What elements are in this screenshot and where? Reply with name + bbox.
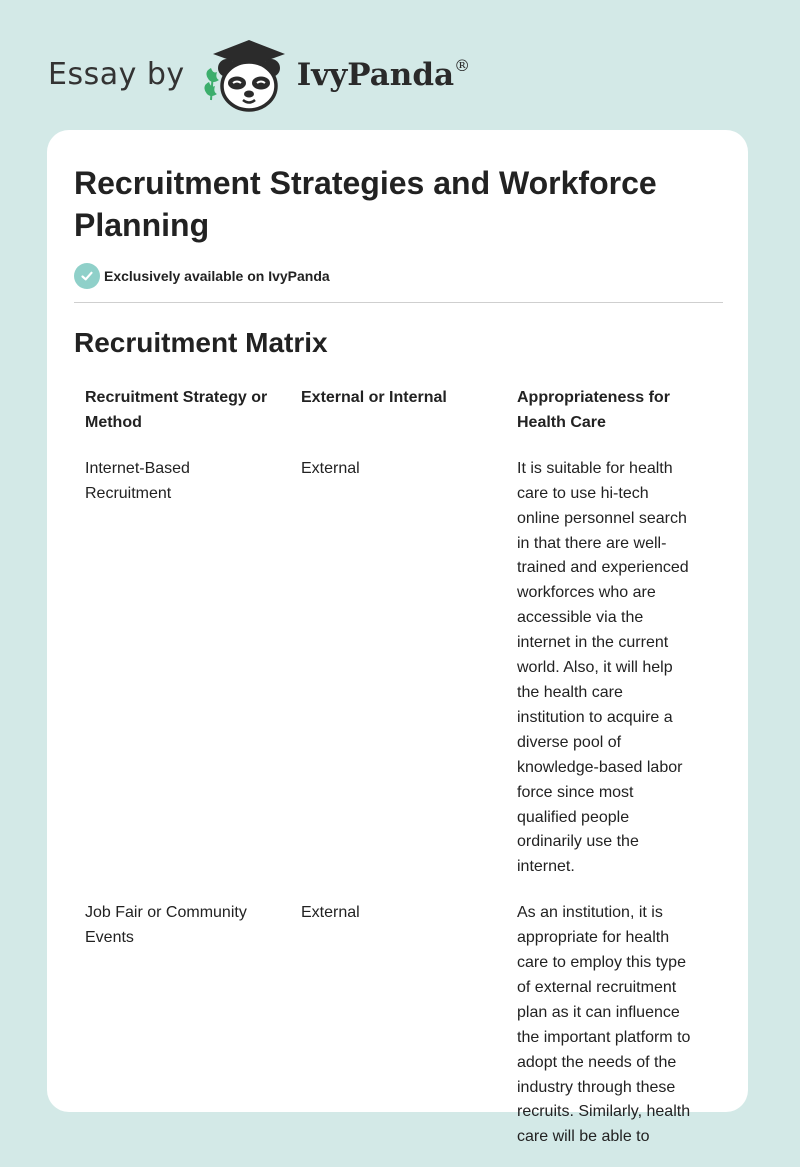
type-cell: External (301, 459, 360, 477)
type-cell: External (301, 904, 360, 922)
badge-label: Exclusively available on IvyPanda (104, 268, 330, 284)
check-icon (74, 263, 100, 289)
appropriateness-cell: It is suitable for health care to use hi-tech online personnel search in that there are well-trained and experienced workforces who are accessible via the internet in the current world. Also, it will help the health care institution to acquire a diverse pool of knowledge-based labor force since most qualified people ordinarily use the internet. (517, 459, 689, 876)
essay-card (47, 130, 748, 1146)
recruitment-matrix-table (74, 382, 723, 1167)
title-divider (74, 302, 723, 303)
table-header-row (74, 382, 723, 453)
panda-logo-icon (199, 34, 295, 114)
appropriateness-cell: As an institution, it is appropriate for health care to employ this type of external recruitment plan as it can influence the important platform to adopt the needs of the industry through these recruits. Similarly, health care will be able to (517, 904, 691, 1146)
brand-header (48, 34, 470, 114)
exclusive-badge (74, 263, 330, 289)
column-header: Recruitment Strategy or Method (85, 389, 268, 431)
registered-mark: ® (454, 55, 471, 75)
table-row (74, 897, 723, 1167)
column-header: Appropriateness for Health Care (517, 389, 670, 431)
column-header: External or Internal (301, 389, 447, 406)
brand-prefix: Essay by (48, 56, 185, 92)
page-title: Recruitment Strategies and Workforce Planning (74, 165, 657, 243)
strategy-cell: Internet-Based Recruitment (85, 459, 190, 502)
table-row (74, 453, 723, 897)
section-heading: Recruitment Matrix (74, 327, 328, 358)
strategy-cell: Job Fair or Community Events (85, 904, 247, 947)
brand-name (297, 56, 470, 93)
brand-name-text: IvyPanda (296, 56, 455, 93)
